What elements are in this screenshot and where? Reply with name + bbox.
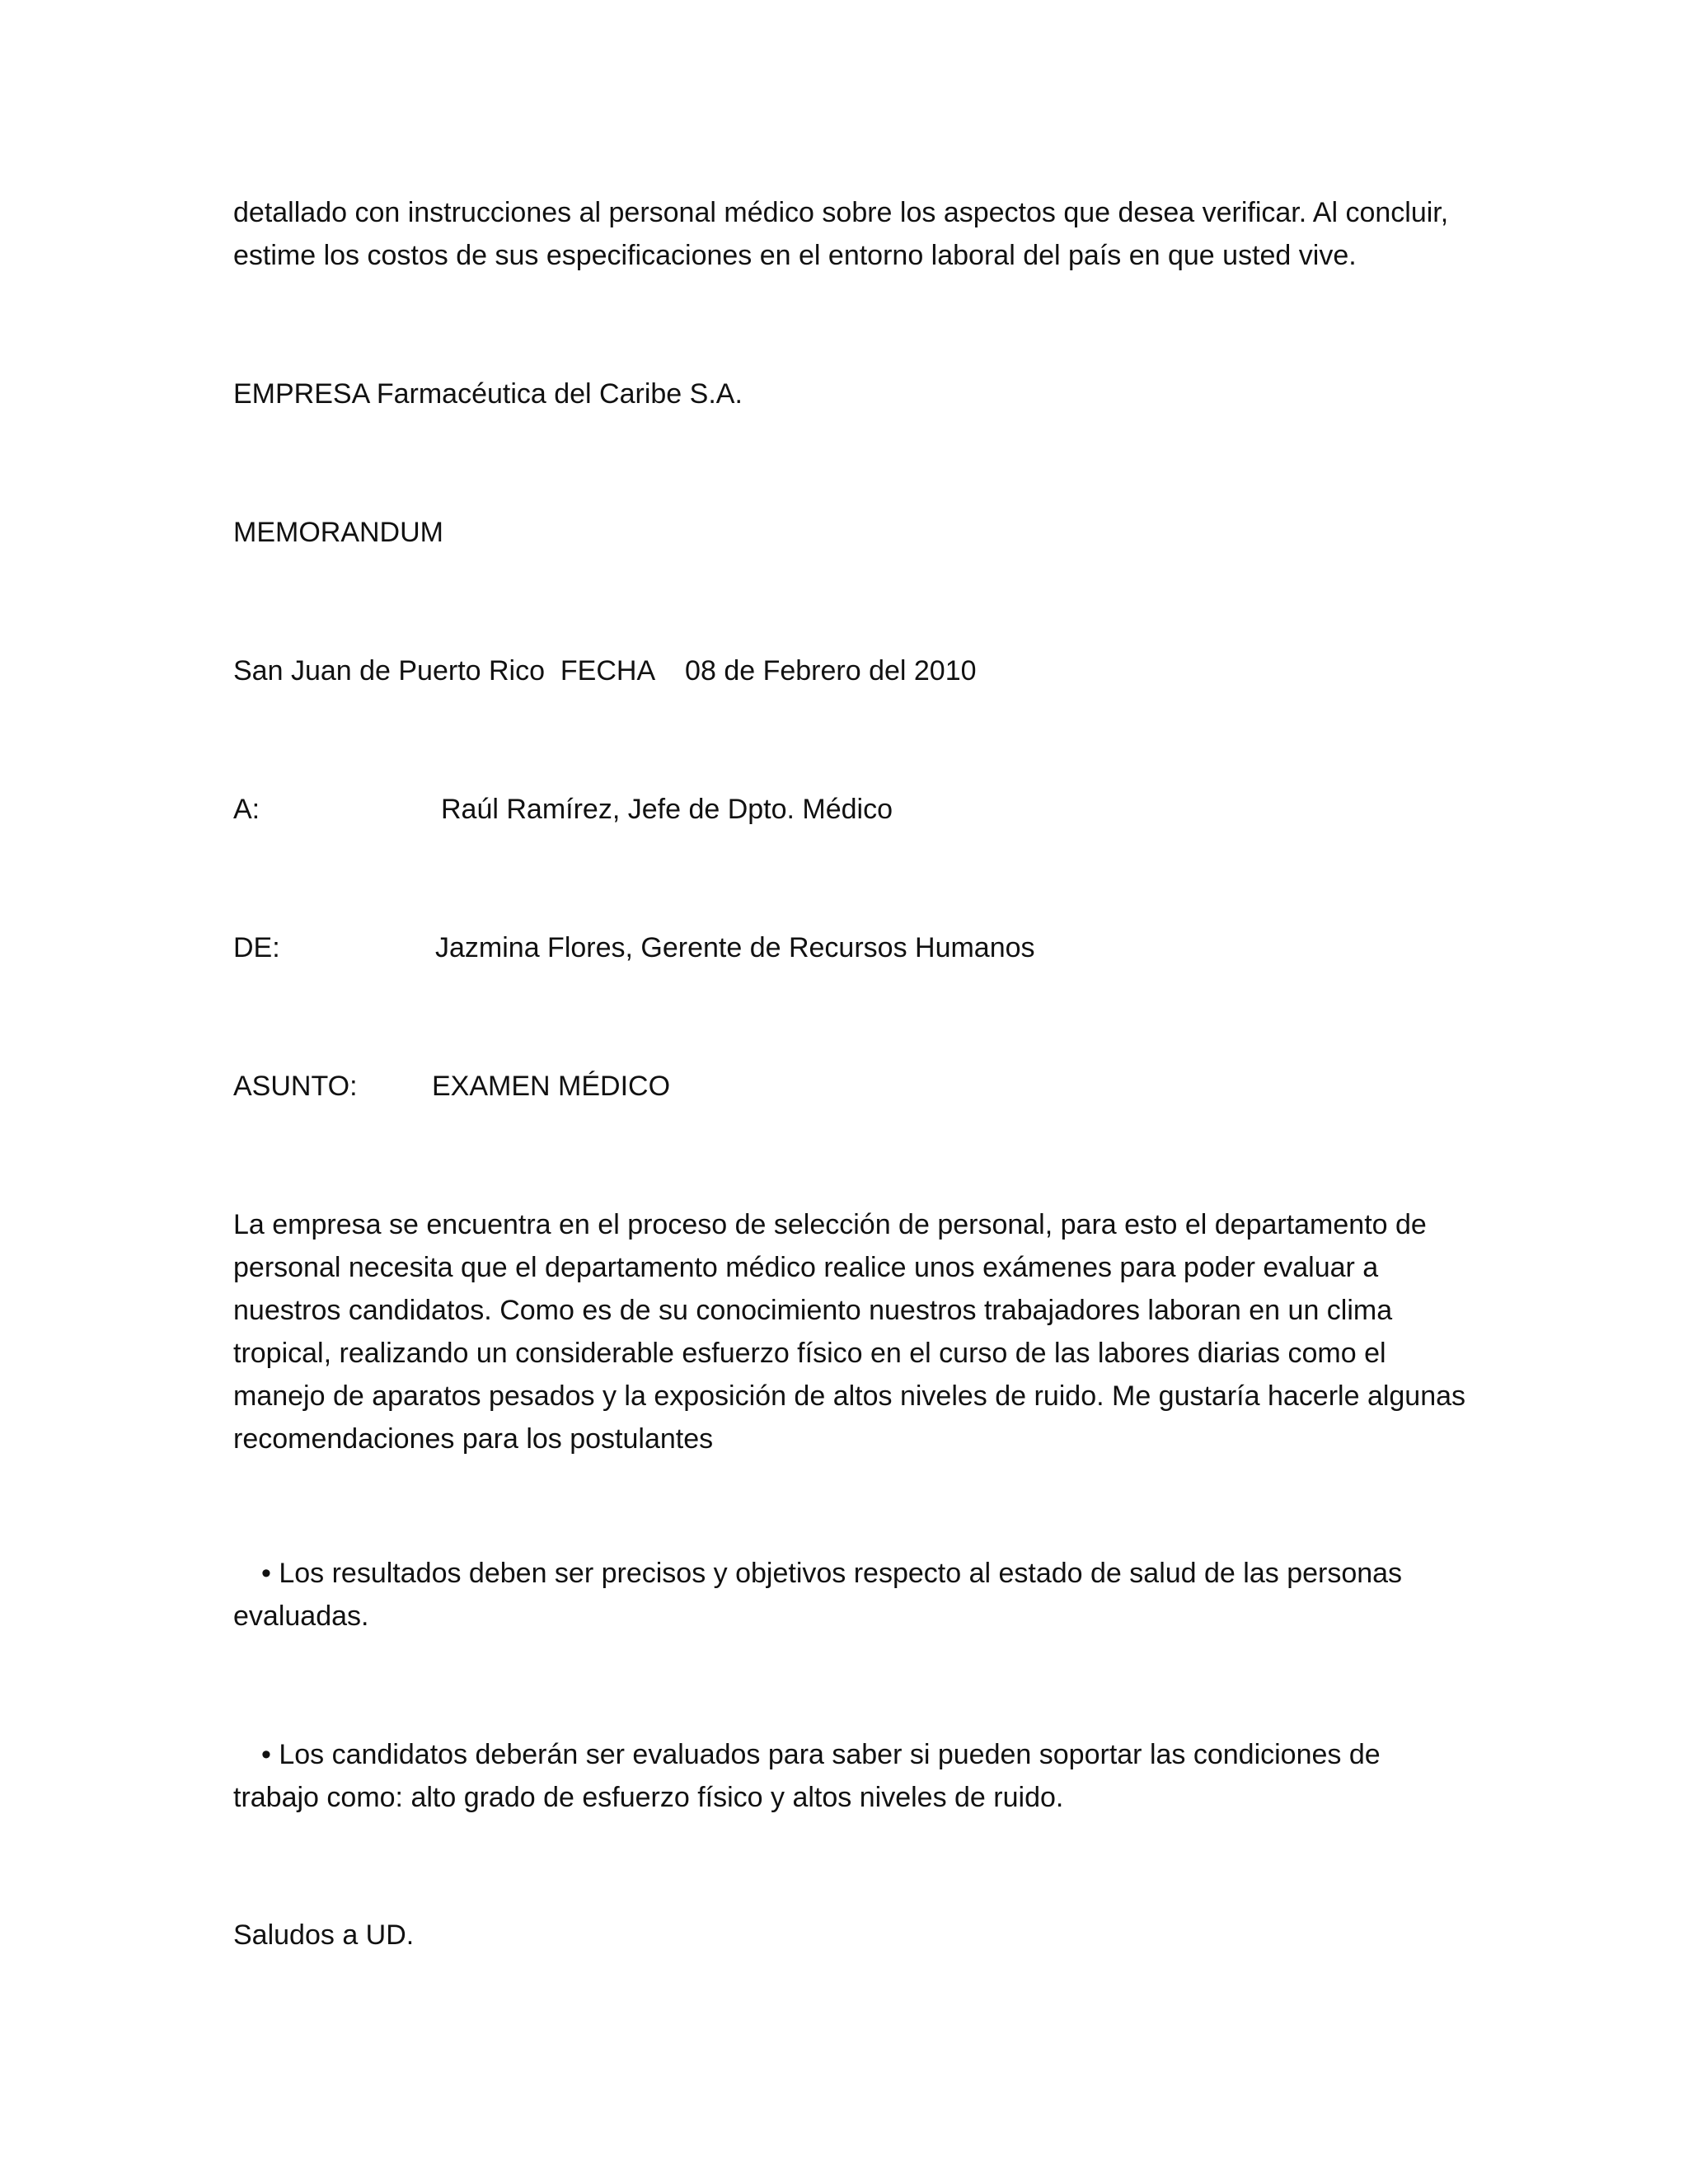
intro-paragraph: [233, 191, 1453, 277]
body-line: nuestros candidatos. Como es de su conocimiento nuestros trabajadores laboran en un clima: [233, 1295, 1393, 1326]
intro-line: estime los costos de sus especificaciones en el entorno laboral del país en que usted vive.: [233, 240, 1357, 271]
subject-label: ASUNTO:: [233, 1071, 358, 1102]
body-line: recomendaciones para los postulantes: [233, 1423, 714, 1455]
bullet-line: • Los resultados deben ser precisos y objetivos respecto al estado de salud de las personas: [261, 1558, 1403, 1589]
bullet-line: • Los candidatos deberán ser evaluados para saber si pueden soportar las condiciones de: [261, 1739, 1381, 1770]
from-row: [233, 926, 1035, 969]
from-value: Jazmina Flores, Gerente de Recursos Humanos: [435, 932, 1035, 963]
bullet-item: [233, 1552, 1453, 1638]
to-label: A:: [233, 794, 260, 825]
body-line: personal necesita que el departamento médico realice unos exámenes para poder evaluar a: [233, 1252, 1379, 1283]
bullet-line: evaluadas.: [233, 1601, 369, 1632]
company-name: EMPRESA Farmacéutica del Caribe S.A.: [233, 378, 743, 410]
dateline: San Juan de Puerto Rico FECHA 08 de Febrero del 2010: [233, 655, 977, 687]
memo-heading: MEMORANDUM: [233, 517, 443, 548]
bullet-line: trabajo como: alto grado de esfuerzo físico y altos niveles de ruido.: [233, 1782, 1064, 1813]
body-paragraph: [233, 1203, 1466, 1460]
body-line: tropical, realizando un considerable esfuerzo físico en el curso de las labores diarias como el: [233, 1338, 1386, 1369]
to-row: [233, 788, 893, 831]
body-line: manejo de aparatos pesados y la exposición de altos niveles de ruido. Me gustaría hacerle algunas: [233, 1380, 1466, 1412]
from-label: DE:: [233, 932, 280, 963]
bullet-item: [233, 1733, 1453, 1819]
subject-value: EXAMEN MÉDICO: [432, 1071, 671, 1102]
body-line: La empresa se encuentra en el proceso de selección de personal, para esto el departamento de: [233, 1209, 1427, 1240]
intro-line: detallado con instrucciones al personal médico sobre los aspectos que desea verificar. Al concluir,: [233, 197, 1449, 228]
subject-row: [233, 1065, 671, 1108]
closing-line: Saludos a UD.: [233, 1919, 415, 1951]
to-value: Raúl Ramírez, Jefe de Dpto. Médico: [441, 794, 893, 825]
